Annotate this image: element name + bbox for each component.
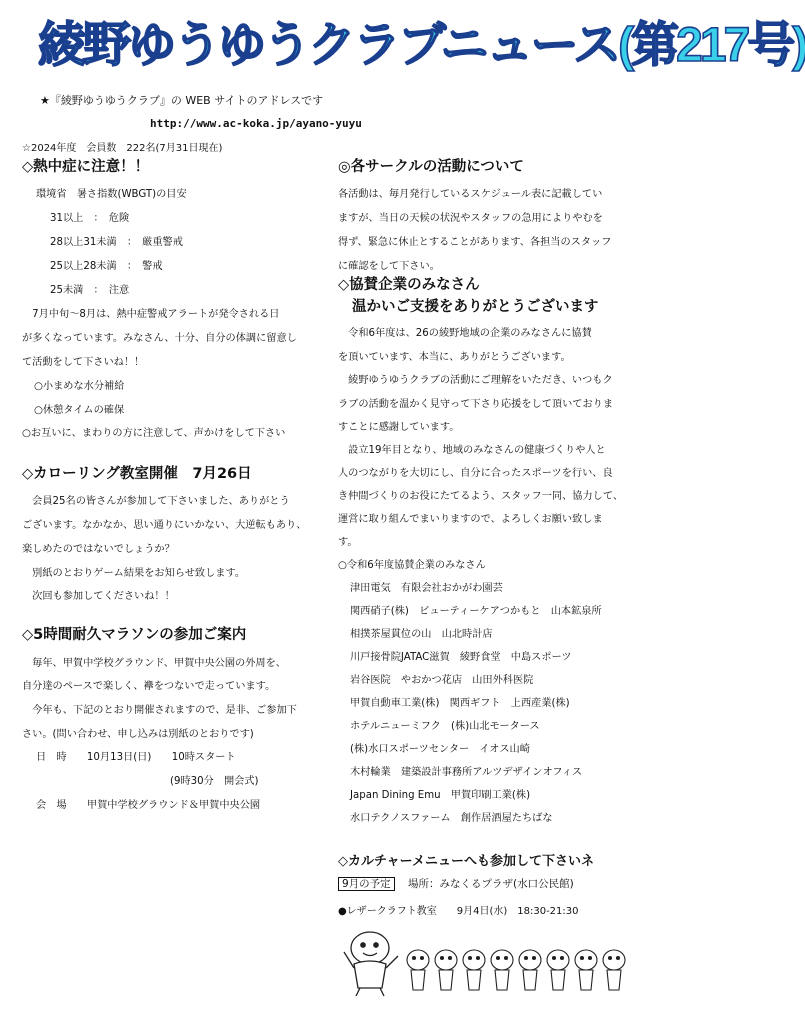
- wbgt-level: 25以上28未満 ： 警戒: [50, 261, 163, 272]
- wbgt-level: 28以上31未満 ： 厳重警戒: [50, 237, 183, 248]
- sponsor-company: 関西硝子(株) ビューティーケアつかもと 山本鉱泉所: [350, 606, 602, 617]
- paragraph-line: 各活動は、毎月発行しているスケジュール表に記載してい: [338, 189, 603, 200]
- sponsor-company: 水口テクノスファーム 創作居酒屋たちばな: [350, 813, 553, 824]
- paragraph-line: 会員25名の皆さんが参加して下さいました、ありがとう: [22, 496, 290, 507]
- sponsor-company: 岩谷医院 やおかつ花店 山田外科医院: [350, 675, 534, 686]
- wbgt-title: 環境省 暑さ指数(WBGT)の目安: [36, 189, 187, 200]
- sponsor-company: 津田電気 有限会社おかがわ園芸: [350, 583, 503, 594]
- paragraph-line: 自分達のペースで楽しく、襷をつないで走っています。: [22, 681, 276, 692]
- schedule-venue: 場所：みなくるプラザ(水口公民館): [408, 878, 574, 890]
- paragraph-line: すことに感謝しています。: [338, 422, 460, 433]
- paragraph-line: 毎年、甲賀中学校グラウンド、甲賀中央公園の外周を、: [22, 658, 286, 669]
- paragraph-line: 次回も参加してくださいね！！: [22, 591, 175, 602]
- mascot-illustration: [340, 922, 640, 1000]
- sponsor-company: ホテルニューミフク (株)山北モータース: [350, 721, 540, 732]
- culture-heading: ◇カルチャーメニューへも参加して下さいネ: [338, 854, 594, 869]
- page-title: 綾野ゆうゆうクラブニュース(第217号): [38, 19, 805, 72]
- paragraph-line: ラブの活動を温かく見守って下さり応援をして頂いておりま: [338, 399, 614, 410]
- circles-heading: ◎各サークルの活動について: [338, 159, 524, 175]
- paragraph-line: 今年も、下記のとおり開催されますので、是非、ご参加下: [22, 705, 297, 716]
- paragraph-line: が多くなっています。みなさん、十分、自分の体調に留意し: [22, 333, 297, 344]
- sponsor-company: 相撲茶屋貫位の山 山北時計店: [350, 629, 493, 640]
- event-datetime: 日 時 10月13日(日) 10時スタート: [36, 752, 236, 763]
- website-url[interactable]: http://www.ac-koka.jp/ayano-yuyu: [150, 117, 362, 130]
- event-opening: (9時30分 開会式): [170, 776, 259, 787]
- curling-heading: ◇カローリング教室開催 7月26日: [22, 466, 252, 482]
- sponsors-heading: ◇協賛企業のみなさん: [338, 277, 480, 293]
- membership-count: ☆2024年度 会員数 222名(7月31日現在): [22, 143, 223, 154]
- paragraph-line: す。: [338, 537, 358, 548]
- paragraph-line: き仲間づくりのお役にたてるよう、スタッフ一同、協力して、: [338, 491, 624, 502]
- sponsor-company: Japan Dining Emu 甲賀印刷工業(株): [350, 790, 531, 801]
- sponsor-company: 木村輪業 建築設計事務所アルツデザインオフィス: [350, 767, 583, 778]
- paragraph-line: て活動をして下さいね！！: [22, 357, 145, 368]
- heatstroke-heading: ◇熱中症に注意！！: [22, 159, 150, 175]
- paragraph-line: 設立19年目となり、地域のみなさんの健康づくりや人と: [338, 445, 606, 456]
- paragraph-line: に確認をして下さい。: [338, 261, 440, 272]
- paragraph-line: 綾野ゆうゆうクラブの活動にご理解をいただき、いつもク: [338, 375, 613, 386]
- paragraph-line: 人のつながりを大切にし、自分に合ったスポーツを行い、良: [338, 468, 613, 479]
- schedule-label: 9月の予定: [338, 877, 395, 891]
- paragraph-line: さい。(問い合わせ、申し込みは別紙のとおりです): [22, 729, 254, 740]
- sponsor-list-heading: ○令和6年度協賛企業のみなさん: [338, 560, 486, 571]
- wbgt-level: 25未満 ： 注意: [50, 285, 130, 296]
- culture-schedule: [338, 876, 574, 891]
- paragraph-line: 得ず、緊急に休止とすることがあります、各担当のスタッフ: [338, 237, 612, 248]
- tip-item: ○休憩タイムの確保: [34, 405, 125, 416]
- event-venue: 会 場 甲賀中学校グラウンド＆甲賀中央公園: [36, 800, 261, 811]
- paragraph-line: 運営に取り組んでまいりますので、よろしくお願い致しま: [338, 514, 603, 525]
- paragraph-line: ございます。なかなか、思い通りにいかない、大逆転もあり、: [22, 520, 307, 531]
- sponsor-company: 川戸接骨院JATAC滋賀 綾野食堂 中島スポーツ: [350, 652, 572, 663]
- paragraph-line: 令和6年度は、26の綾野地域の企業のみなさんに協賛: [338, 328, 592, 339]
- wbgt-level: 31以上 ： 危険: [50, 213, 130, 224]
- paragraph-line: 別紙のとおりゲーム結果をお知らせ致します。: [22, 568, 246, 579]
- tip-item: ○お互いに、まわりの方に注意して、声かけをして下さい: [22, 428, 286, 439]
- sponsors-subheading: 温かいご支援をありがとうございます: [352, 299, 599, 315]
- paragraph-line: 楽しめたのではないでしょうか？: [22, 544, 175, 555]
- culture-event: ●レザークラフト教室 9月4日(水) 18:30-21:30: [338, 906, 579, 917]
- paragraph-line: ますが、当日の天候の状況やスタッフの急用によりやむを: [338, 213, 603, 224]
- sponsor-company: (株)水口スポーツセンター イオス山崎: [350, 744, 530, 755]
- paragraph-line: 7月中旬～8月は、熱中症警戒アラートが発令される日: [22, 309, 280, 320]
- marathon-heading: ◇5時間耐久マラソンの参加ご案内: [22, 627, 247, 643]
- tip-item: ○小まめな水分補給: [34, 381, 125, 392]
- paragraph-line: を頂いています、本当に、ありがとうございます。: [338, 352, 571, 363]
- website-intro: ★『綾野ゆうゆうクラブ』の WEB サイトのアドレスです: [40, 94, 324, 107]
- sponsor-company: 甲賀自動車工業(株) 関西ギフト 上西産業(株): [350, 698, 570, 709]
